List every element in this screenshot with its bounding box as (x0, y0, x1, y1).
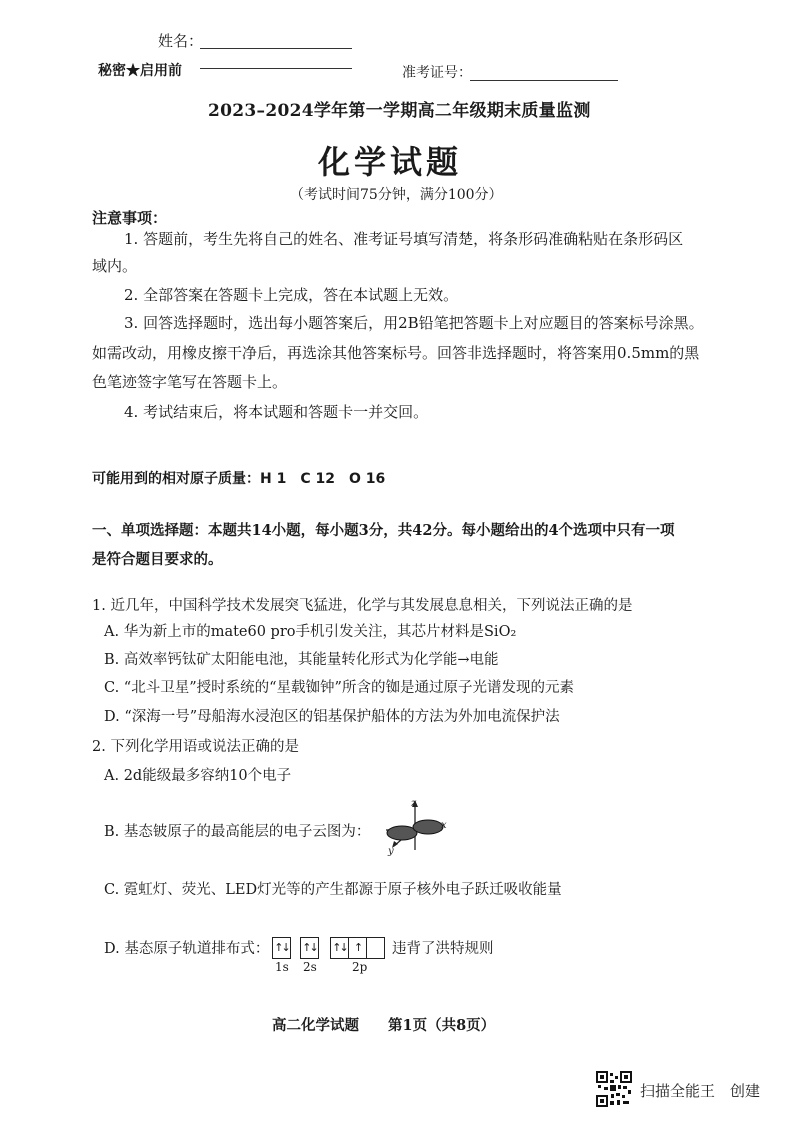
notice-line: 1. 答题前，考生先将自己的姓名、准考证号填写清楚，将条形码准确粘贴在条形码区 (124, 230, 684, 248)
name-underline-2 (200, 68, 352, 69)
exam-title: 2023–2024学年第一学期高二年级期末质量监测 (208, 101, 591, 121)
section-heading: 一、单项选择题：本题共14小题，每小题3分，共42分。每小题给出的4个选项中只有一项 (92, 522, 675, 539)
axis-z-label: z (411, 798, 417, 809)
name-label: 姓名： (158, 32, 204, 50)
p-orbital-electron-cloud (380, 796, 450, 856)
notice-line: 色笔迹签字笔写在答题卡上。 (92, 373, 288, 391)
q1-option-c: C. “北斗卫星”授时系统的“星载铷钟”所含的铷是通过原子光谱发现的元素 (104, 680, 574, 696)
orbital-cell (367, 938, 384, 958)
q2-stem: 2. 下列化学用语或说法正确的是 (92, 739, 299, 755)
ticket-underline (470, 80, 618, 81)
q2-option-d-suffix: 违背了洪特规则 (392, 941, 494, 957)
section-heading-cont: 是符合题目要求的。 (92, 551, 223, 568)
notice-heading: 注意事项： (92, 209, 168, 227)
q2-option-c: C. 霓虹灯、荧光、LED灯光等的产生都源于原子核外电子跃迁吸收能量 (104, 882, 562, 898)
orbital-label-1s: 1s (275, 960, 289, 974)
orbital-box-1s (272, 937, 291, 959)
atomic-masses: 可能用到的相对原子质量：H 1 C 12 O 16 (92, 471, 386, 487)
orbital-cell: ↑↓ (302, 941, 317, 954)
notice-line: 3. 回答选择题时，选出每小题答案后，用2B铅笔把答题卡上对应题目的答案标号涂黑。 (124, 314, 704, 332)
exam-duration: （考试时间75分钟，满分100分） (290, 187, 503, 203)
notice-line: 域内。 (92, 257, 138, 275)
q2-option-b: B. 基态铍原子的最高能层的电子云图为： (104, 824, 371, 840)
notice-line: 如需改动，用橡皮擦干净后，再选涂其他答案标号。回答非选择题时，将答案用0.5mm的黑 (92, 344, 700, 362)
page-footer: 高二化学试题 第1页（共8页） (272, 1017, 496, 1034)
scanner-watermark: 扫描全能王 创建 (640, 1082, 761, 1100)
q1-option-a: A. 华为新上市的mate60 pro手机引发关注，其芯片材料是SiO₂ (104, 624, 517, 640)
orbital-cell: ↑↓ (331, 938, 349, 958)
q1-stem: 1. 近几年，中国科学技术发展突飞猛进，化学与其发展息息相关，下列说法正确的是 (92, 598, 633, 614)
axis-y-label: y (388, 846, 394, 856)
subject-title: 化学试题 (318, 143, 463, 181)
ticket-number-label: 准考证号： (402, 65, 472, 81)
q2-option-d: D. 基态原子轨道排布式： (104, 941, 270, 957)
secret-label: 秘密★启用前 (98, 63, 182, 79)
q2-option-a: A. 2d能级最多容纳10个电子 (104, 768, 292, 784)
orbital-box-2s (300, 937, 319, 959)
orbital-cell: ↑↓ (274, 941, 289, 954)
orbital-cell: ↑ (349, 938, 367, 958)
orbital-label-2p: 2p (352, 960, 368, 974)
qr-code-icon (596, 1071, 632, 1107)
orbital-label-2s: 2s (303, 960, 317, 974)
name-underline (200, 48, 352, 49)
notice-line: 4. 考试结束后，将本试题和答题卡一并交回。 (124, 403, 429, 421)
q1-option-b: B. 高效率钙钛矿太阳能电池，其能量转化形式为化学能→电能 (104, 652, 499, 668)
notice-line: 2. 全部答案在答题卡上完成，答在本试题上无效。 (124, 286, 459, 304)
q1-option-d: D. “深海一号”母船海水浸泡区的铝基保护船体的方法为外加电流保护法 (104, 709, 560, 725)
axis-x-label: x (441, 820, 447, 831)
orbital-box-2p (330, 937, 385, 959)
